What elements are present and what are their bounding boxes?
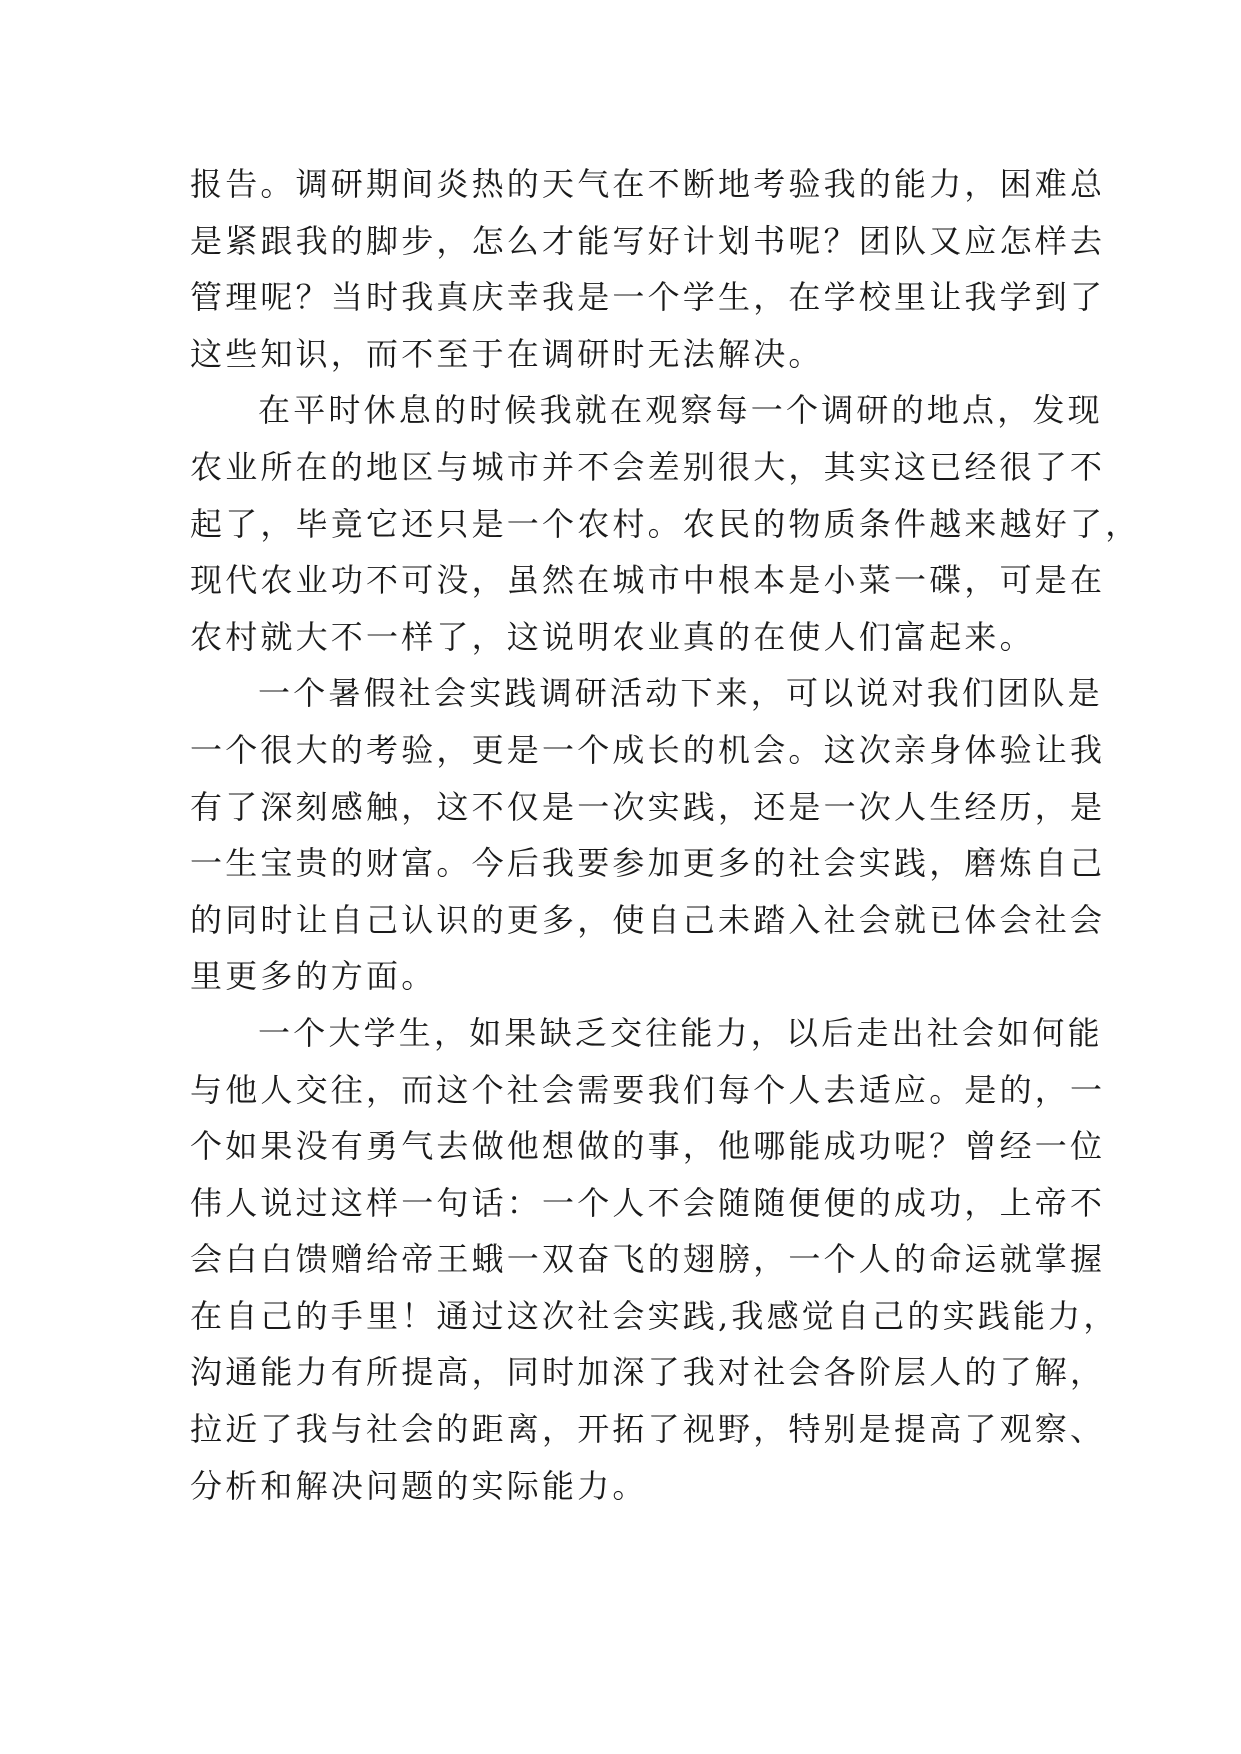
paragraph-line: 拉近了我与社会的距离，开拓了视野，特别是提高了观察、 (190, 1410, 1106, 1449)
paragraph-1 (190, 156, 1106, 382)
paragraph-line: 在自己的手里！通过这次社会实践,我感觉自己的实践能力， (190, 1296, 1119, 1335)
paragraph-line: 伟人说过这样一句话：一个人不会随随便便的成功，上帝不 (190, 1183, 1106, 1222)
paragraph-line: 一生宝贵的财富。今后我要参加更多的社会实践，磨炼自己 (190, 844, 1106, 883)
paragraph-3 (190, 665, 1106, 1005)
paragraph-line: 个如果没有勇气去做他想做的事，他哪能成功呢？曾经一位 (190, 1127, 1106, 1166)
paragraph-line: 沟通能力有所提高，同时加深了我对社会各阶层人的了解， (190, 1353, 1106, 1392)
paragraph-line: 分析和解决问题的实际能力。 (190, 1466, 648, 1505)
paragraph-line: 农村就大不一样了，这说明农业真的在使人们富起来。 (190, 617, 1035, 656)
paragraph-line: 是紧跟我的脚步，怎么才能写好计划书呢？团队又应怎样去 (190, 221, 1106, 260)
paragraph-line: 的同时让自己认识的更多，使自己未踏入社会就已体会社会 (190, 900, 1106, 939)
paragraph-line: 管理呢？当时我真庆幸我是一个学生，在学校里让我学到了 (190, 278, 1106, 317)
paragraph-line: 农业所在的地区与城市并不会差别很大，其实这已经很了不 (190, 447, 1106, 486)
paragraph-line: 一个很大的考验，更是一个成长的机会。这次亲身体验让我 (190, 730, 1106, 769)
paragraph-line: 一个暑假社会实践调研活动下来，可以说对我们团队是 (258, 674, 1103, 713)
paragraph-line: 里更多的方面。 (190, 957, 437, 996)
paragraph-line: 会白白馈赠给帝王蛾一双奋飞的翅膀，一个人的命运就掌握 (190, 1240, 1106, 1279)
paragraph-line: 在平时休息的时候我就在观察每一个调研的地点，发现 (258, 391, 1103, 430)
paragraph-line: 报告。调研期间炎热的天气在不断地考验我的能力，困难总 (190, 165, 1106, 203)
paragraph-line: 起了，毕竟它还只是一个农村。农民的物质条件越来越好了， (190, 504, 1141, 543)
paragraph-line: 与他人交往，而这个社会需要我们每个人去适应。是的，一 (190, 1070, 1106, 1109)
paragraph-line: 这些知识，而不至于在调研时无法解决。 (190, 334, 824, 373)
paragraph-4 (190, 1005, 1119, 1514)
paragraph-line: 一个大学生，如果缺乏交往能力，以后走出社会如何能 (258, 1013, 1103, 1052)
paragraph-line: 现代农业功不可没，虽然在城市中根本是小菜一碟，可是在 (190, 561, 1106, 600)
paragraph-line: 有了深刻感触，这不仅是一次实践，还是一次人生经历，是 (190, 787, 1106, 826)
document-body (190, 156, 1141, 1514)
paragraph-2 (190, 382, 1141, 665)
